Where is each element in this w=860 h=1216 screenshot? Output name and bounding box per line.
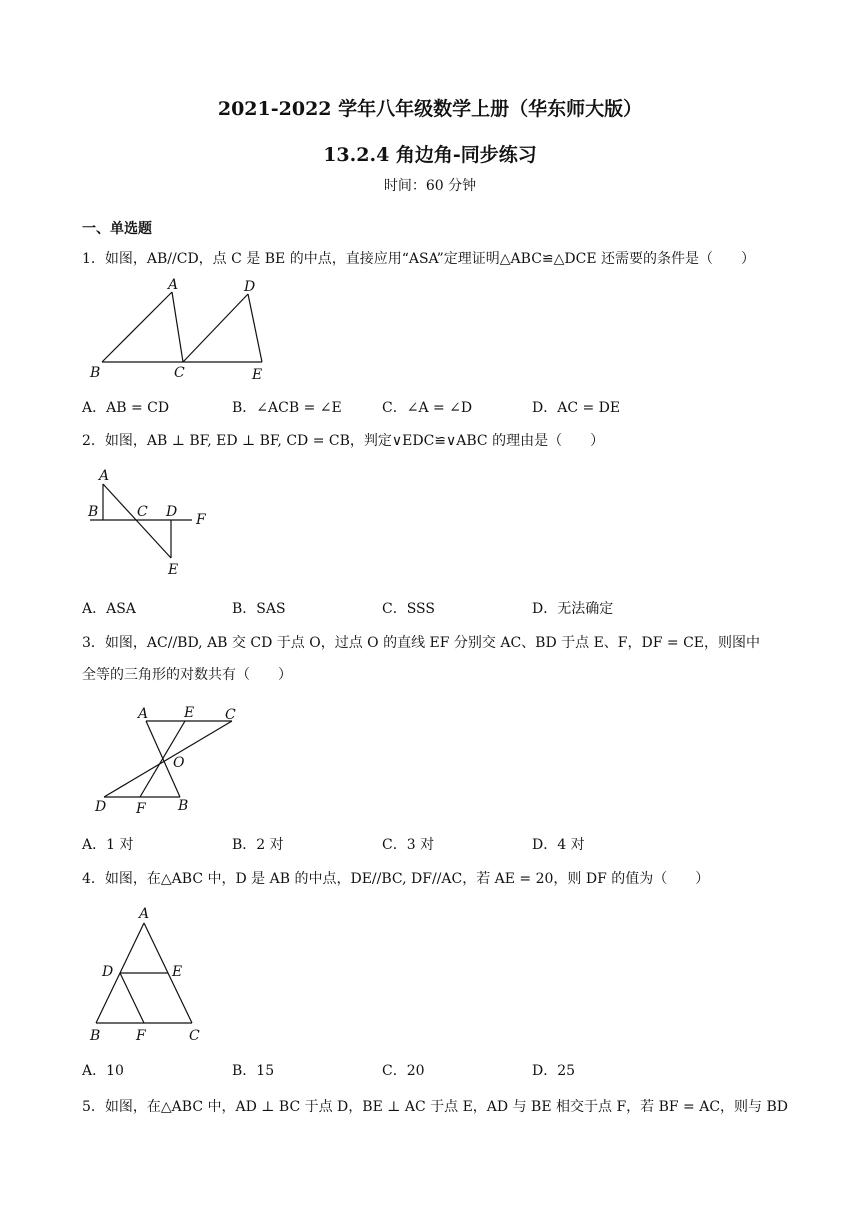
- q2-option-c: C．SSS: [382, 601, 435, 617]
- fig3-label-f: F: [136, 801, 146, 817]
- q2-option-a: A．ASA: [82, 601, 136, 617]
- fig2-label-b: B: [88, 504, 99, 520]
- fig3-label-e: E: [184, 705, 195, 721]
- q4-option-d: D．25: [532, 1063, 576, 1079]
- fig1-label-d: D: [244, 279, 256, 295]
- question-4-text: 4．如图，在△ABC 中，D 是 AB 的中点，DE//BC, DF//AC，若 AE = 20，则 DF 的值为（ ）: [82, 871, 710, 887]
- document-subtitle: 13.2.4 角边角-同步练习: [323, 144, 537, 166]
- q3-option-c: C．3 对: [382, 837, 435, 853]
- q4-option-a: A．10: [82, 1063, 124, 1079]
- fig4-label-b: B: [90, 1028, 101, 1044]
- q2-option-d: D．无法确定: [532, 601, 614, 617]
- question-2-figure: [82, 462, 222, 586]
- question-1-text: 1．如图，AB//CD，点 C 是 BE 的中点，直接应用“ASA”定理证明△ABC≌△DCE 还需要的条件是（ ）: [82, 251, 756, 267]
- fig1-label-e: E: [252, 367, 263, 383]
- q1-option-d: D．AC = DE: [532, 400, 621, 416]
- fig2-label-e: E: [168, 562, 179, 578]
- document-title: 2021-2022 学年八年级数学上册（华东师大版）: [217, 98, 643, 120]
- question-5-text: 5．如图，在△ABC 中，AD ⊥ BC 于点 D，BE ⊥ AC 于点 E，AD 与 BE 相交于点 F，若 BF = AC，则与 BD: [82, 1099, 789, 1115]
- question-2-text: 2．如图，AB ⊥ BF, ED ⊥ BF, CD = CB，判定∨EDC≌∨ABC 的理由是（ ）: [82, 433, 605, 449]
- question-4-figure: [82, 900, 222, 1054]
- q1-option-a: A．AB = CD: [82, 400, 170, 416]
- fig1-label-b: B: [90, 365, 101, 381]
- fig3-label-a: A: [138, 706, 149, 722]
- fig2-label-c: C: [137, 504, 148, 520]
- q3-option-a: A．1 对: [82, 837, 134, 853]
- question-3-text-line-1: 3．如图，AC//BD, AB 交 CD 于点 O，过点 O 的直线 EF 分别交 AC、BD 于点 E、F，DF = CE，则图中: [82, 635, 761, 651]
- q3-option-b: B．2 对: [232, 837, 284, 853]
- fig3-label-d: D: [95, 799, 107, 815]
- q2-option-b: B．SAS: [232, 601, 286, 617]
- fig2-label-f: F: [196, 512, 206, 528]
- fig4-label-a: A: [139, 906, 150, 922]
- fig3-label-o: O: [173, 755, 185, 771]
- fig4-label-c: C: [189, 1028, 200, 1044]
- question-1-figure: [82, 275, 282, 389]
- q1-option-b: B．∠ACB = ∠E: [232, 400, 342, 416]
- section-heading: 一、单选题: [82, 221, 152, 237]
- fig4-label-f: F: [136, 1028, 146, 1044]
- q4-option-c: C．20: [382, 1063, 425, 1079]
- fig3-label-c: C: [225, 707, 236, 723]
- fig3-label-b: B: [178, 798, 189, 814]
- question-3-text-line-2: 全等的三角形的对数共有（ ）: [82, 667, 292, 683]
- time-limit: 时间：60 分钟: [383, 178, 477, 194]
- fig1-label-c: C: [174, 365, 185, 381]
- fig2-label-a: A: [99, 468, 110, 484]
- q3-option-d: D．4 对: [532, 837, 585, 853]
- q1-option-c: C．∠A = ∠D: [382, 400, 473, 416]
- fig2-label-d: D: [166, 504, 178, 520]
- fig4-label-d: D: [102, 964, 114, 980]
- question-3-figure: [82, 700, 252, 824]
- fig1-label-a: A: [168, 277, 179, 293]
- q4-option-b: B．15: [232, 1063, 275, 1079]
- fig4-label-e: E: [172, 964, 183, 980]
